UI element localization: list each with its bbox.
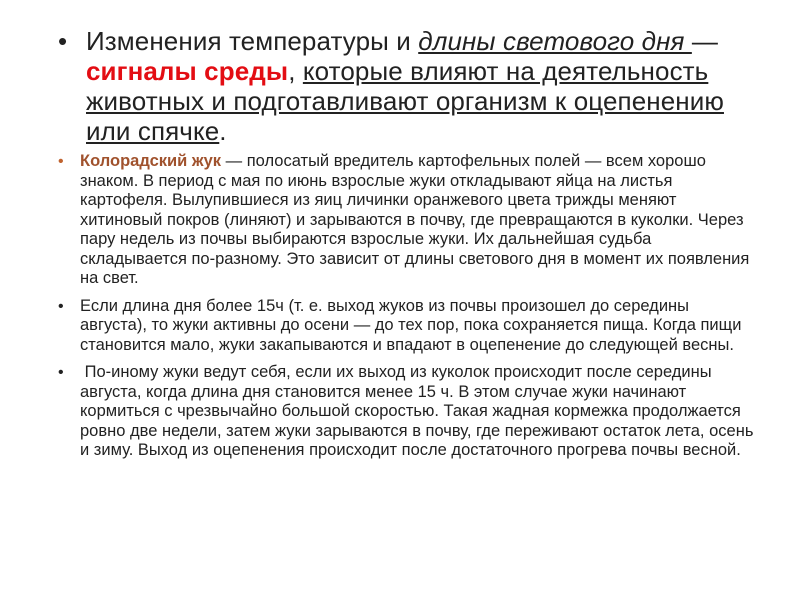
list-item-body: — полосатый вредитель картофельных полей — всем хорошо знаком. В период с мая по июнь взрослые жуки откладывают яйца на листья картофеля. Вылупившиеся из яиц личинки оранжевого цвета трижды меняют хитиновый покров (линяют) и зарываются в почву, где превращаются в куколки. Через пару недель из почвы выбираются взрослые жуки. Их дальнейшая судьба складывается по-разному. Это зависит от длины светового дня в момент их появления на свет. — [80, 152, 750, 287]
heading-block — [58, 26, 758, 146]
heading-period: . — [219, 116, 227, 146]
heading-text — [86, 26, 758, 146]
bullet-marker: • — [58, 364, 64, 381]
list-item-text — [80, 152, 758, 289]
heading-daylength-phrase: длины светового дня — [418, 26, 692, 56]
heading-environment-signals: сигналы среды — [86, 56, 289, 86]
heading-dash: — — [691, 26, 718, 56]
list-item — [58, 363, 758, 461]
heading-comma: , — [288, 56, 303, 86]
list-item-body: По-иному жуки ведут себя, если их выход из куколок происходит после середины августа, когда длина дня становится менее 15 ч. В этом случае жуки начинают кормиться с чрезвычайно большой скоростью. Такая жадная кормежка продолжается ровно две недели, затем жуки зарываются в почву, где переживают остаток лета, осень и зиму. Выход из оцепенения происходит после достаточного прогрева почвы весной. — [80, 363, 759, 459]
content-list — [58, 152, 758, 469]
heading-influence-phrase: которые влияют на деятельность животных и подготавливают организм к оцепенению или спячке — [86, 56, 724, 146]
colorado-beetle-term: Колорадский жук — [80, 152, 222, 170]
list-item-body: Если длина дня более 15ч (т. е. выход жуков из почвы произошел до середины августа), то жуки активны до осени — до тех пор, пока сохраняется пища. Когда пищи становится мало, жуки закапываются и впадают в оцепенение до следующей весны. — [80, 296, 742, 354]
heading-part1: Изменения температуры и — [86, 26, 419, 56]
list-item — [58, 152, 758, 289]
bullet-marker: • — [58, 153, 64, 170]
list-item — [58, 297, 758, 356]
bullet-marker: • — [58, 297, 64, 315]
bullet-marker: • — [58, 26, 68, 56]
